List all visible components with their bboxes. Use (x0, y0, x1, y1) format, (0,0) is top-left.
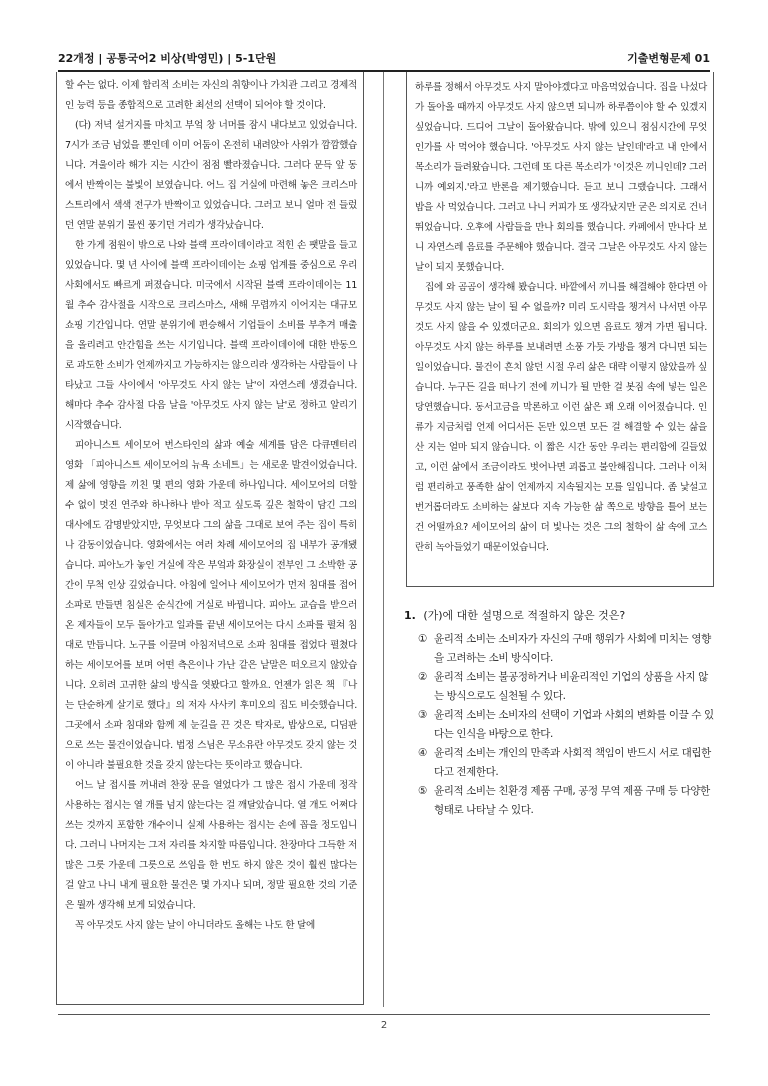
passage-paragraph: (다) 저녁 설거지를 마치고 부엌 창 너머를 잠시 내다보고 있었습니다. 7시가 조금 넘었을 뿐인데 이미 어둠이 온전히 내려앉아 사위가 깜깜했습니다. 겨울이라 해가 지는 시간이 점점 빨라졌습니다. 그러다 문득 앞 동에서 반짝이는 불빛이 보였습니다. 어느 집 거실에 마련해 놓은 크리스마스트리에서 색색 전구가 반짝이고 있었습니다. 그러고 보니 얼마 전 들렀던 연말 분위기 물씬 풍기던 거리가 생각났습니다. (65, 120, 357, 231)
footer-divider (58, 1014, 710, 1015)
header-course-info: 22개정 | 공통국어2 비상(박영민) | 5-1단원 (58, 52, 277, 65)
choice-text: 윤리적 소비는 소비자가 자신의 구매 행위가 사회에 미치는 영향을 고려하는 소비 방식이다. (434, 633, 711, 664)
choice-number: ⑤ (418, 785, 428, 797)
passage-right-column (406, 72, 714, 587)
passage-paragraph: 할 수는 없다. 이제 합리적 소비는 자신의 취향이나 가치관 그리고 경제적인 능력 등을 종합적으로 고려한 최선의 선택이 되어야 할 것이다. (65, 80, 357, 111)
passage-paragraph: 어느 날 접시를 꺼내려 찬장 문을 열었다가 그 많은 접시 가운데 정작 사용하는 접시는 열 개를 넘지 않는다는 걸 깨달았습니다. 열 개도 어쩌다 쓰는 것까지 포함한 개수이니 실제 사용하는 접시는 손에 꼽을 정도입니다. 그러니 나머지는 그저 자리를 차지할 따름입니다. 찬장마다 그득한 저 많은 그릇 가운데 그릇으로 쓰임을 한 번도 하지 않은 것이 훨씬 많다는 걸 알고 나니 내게 필요한 물건은 몇 가지나 되며, 정말 필요한 것의 기준은 뭘까 생각해 보게 되었습니다. (65, 780, 357, 911)
passage-paragraph: 하루를 정해서 아무것도 사지 말아야겠다고 마음먹었습니다. 집을 나섰다가 돌아올 때까지 아무것도 사지 않으면 되니까 하루쯤이야 할 수 있겠지 싶었습니다. 드디어 그날이 돌아왔습니다. 밖에 있으니 점심시간에 무엇인가를 사 먹어야 했습니다. '아무것도 사지 않는 날인데'라고 내 안에서 목소리가 들려왔습니다. 그런데 또 다른 목소리가 '이것은 끼니인데? 그러니까 예외지.'라고 반론을 제기했습니다. 듣고 보니 그랬습니다. 그래서 밥을 사 먹었습니다. 그러고 나니 커피가 또 생각났지만 굳은 의지로 건너뛰었습니다. 오후에 사람들을 만나 회의를 했습니다. 카페에서 만나다 보니 자연스레 음료를 주문해야 했습니다. 결국 그날은 아무것도 사지 않는 날이 되지 못했습니다. (415, 82, 707, 273)
choice-number: ① (418, 633, 428, 645)
choice-text: 윤리적 소비는 불공정하거나 비윤리적인 기업의 상품을 사지 않는 방식으로도 실천될 수 있다. (434, 671, 708, 702)
passage-left-column (56, 72, 364, 1005)
choice-number: ④ (418, 747, 428, 759)
page-header (58, 50, 710, 68)
passage-paragraph: 꼭 아무것도 사지 않는 날이 아니더라도 올해는 나도 한 달에 (75, 920, 315, 931)
choice-text: 윤리적 소비는 친환경 제품 구매, 공정 무역 제품 구매 등 다양한 형태로 나타날 수 있다. (434, 785, 710, 816)
passage-paragraph: 한 가게 점원이 밖으로 나와 블랙 프라이데이라고 적힌 손 팻말을 들고 있었습니다. 몇 년 사이에 블랙 프라이데이는 쇼핑 업계를 중심으로 우리 사회에서도 빠르게 퍼졌습니다. 미국에서 시작된 블랙 프라이데이는 11월 추수 감사절을 시작으로 크리스마스, 새해 무렵까지 이어지는 대규모 쇼핑 기간입니다. 연말 분위기에 편승해서 기업들이 소비를 부추겨 매출을 올리려고 안간힘을 쓰는 시기입니다. 블랙 프라이데이에 대한 반동으로 과도한 소비가 언제까지고 가능하지는 않으리라 생각하는 사람들이 나타났고 그들 사이에서 '아무것도 사지 않는 날'이 자연스레 생겼습니다. 해마다 추수 감사절 다음 날을 '아무것도 사지 않는 날'로 정하고 알리기 시작했습니다. (65, 240, 357, 431)
answer-choice[interactable] (418, 782, 716, 820)
question-1 (404, 607, 716, 820)
choice-text: 윤리적 소비는 소비자의 선택이 기업과 사회의 변화를 이끌 수 있다는 인식을 바탕으로 한다. (434, 709, 714, 740)
question-text: (가)에 대한 설명으로 적절하지 않은 것은? (423, 609, 626, 622)
passage-paragraph: 피아니스트 세이모어 번스타인의 삶과 예술 세계를 담은 다큐멘터리 영화 「피아니스트 세이모어의 뉴욕 소네트」는 새로운 발견이었습니다. 제 삶에 영향을 끼친 몇 편의 영화 가운데 하나입니다. 세이모어의 더할 수 없이 멋진 연주와 하나하나 받아 적고 싶도록 깊은 철학이 담긴 그의 대사에도 감명받았지만, 무엇보다 그의 삶을 그대로 보여 주는 집이 특히나 감동이었습니다. 영화에서는 여러 차례 세이모어의 집 내부가 공개됐습니다. 피아노가 놓인 거실에 작은 부엌과 화장실이 전부인 그 소박한 공간이 무척 인상 깊었습니다. 아침에 일어나 세이모어가 먼저 침대를 접어 소파로 만들면 침실은 순식간에 거실로 바뀝니다. 피아노 교습을 받으러 온 제자들이 모두 돌아가고 일과를 끝낸 세이모어는 다시 소파를 펼쳐 침대로 만듭니다. 노구를 이끌며 아침저녁으로 소파 침대를 접었다 펼쳤다 하는 세이모어를 보며 어떤 측은이나 가난 같은 낱말은 떠오르지 않았습니다. 오히려 고귀한 삶의 방식을 엿봤다고 할까요. 언젠가 읽은 책 『나는 단순하게 살기로 했다』의 저자 사사키 후미오의 집도 비슷했습니다. 그곳에서 소파 침대와 함께 제 눈길을 끈 것은 탁자로, 밥상으로, 디딤판으로 쓰는 물건이었습니다. 법정 스님은 무소유란 아무것도 갖지 않는 것이 아니라 불필요한 것을 갖지 않는다는 뜻이라고 했습니다. (65, 440, 357, 771)
choice-number: ③ (418, 709, 428, 721)
question-number: 1. (404, 609, 416, 622)
answer-choice[interactable] (418, 630, 716, 668)
choice-text: 윤리적 소비는 개인의 만족과 사회적 책임이 반드시 서로 대립한다고 전제한다. (434, 747, 711, 778)
answer-choice[interactable] (418, 744, 716, 782)
answer-choice[interactable] (418, 668, 716, 706)
choice-number: ② (418, 671, 428, 683)
header-doc-title: 기출변형문제 01 (627, 52, 710, 65)
page-number: 2 (380, 1020, 388, 1031)
column-divider (383, 72, 384, 1007)
answer-choice[interactable] (418, 706, 716, 744)
passage-paragraph: 집에 와 곰곰이 생각해 봤습니다. 바깥에서 끼니를 해결해야 한다면 아무것도 사지 않는 날이 될 수 없을까? 미리 도시락을 챙겨서 나서면 아무것도 사지 않을 수 있겠더군요. 회의가 있으면 음료도 챙겨 가면 됩니다. 아무것도 사지 않는 하루를 보내려면 소풍 가듯 가방을 챙겨 다니면 되는 일이었습니다. 물건이 흔치 않던 시절 우리 삶은 대략 이렇지 않았을까 싶습니다. 누구든 길을 떠나기 전에 끼니가 될 만한 걸 봇짐 속에 넣는 일은 당연했습니다. 동서고금을 막론하고 이런 삶은 꽤 오래 이어졌습니다. 인류가 지금처럼 언제 어디서든 돈만 있으면 모든 걸 해결할 수 있는 삶을 산 지는 얼마 되지 않습니다. 이 짧은 시간 동안 우리는 편리함에 길들었고, 이런 삶에서 조금이라도 벗어나면 괴롭고 불안해집니다. 그러나 이처럼 편리하고 풍족한 삶이 언제까지 지속될지는 모를 일입니다. 좀 낯설고 번거롭더라도 소비하는 삶보다 지속 가능한 삶 쪽으로 방향을 틀어 보는 건 어떨까요? 세이모어의 삶이 더 빛나는 것은 그의 철학이 삶 속에 고스란히 녹아들었기 때문이었습니다. (415, 282, 707, 553)
answer-choices (404, 630, 716, 820)
question-stem (404, 607, 716, 625)
